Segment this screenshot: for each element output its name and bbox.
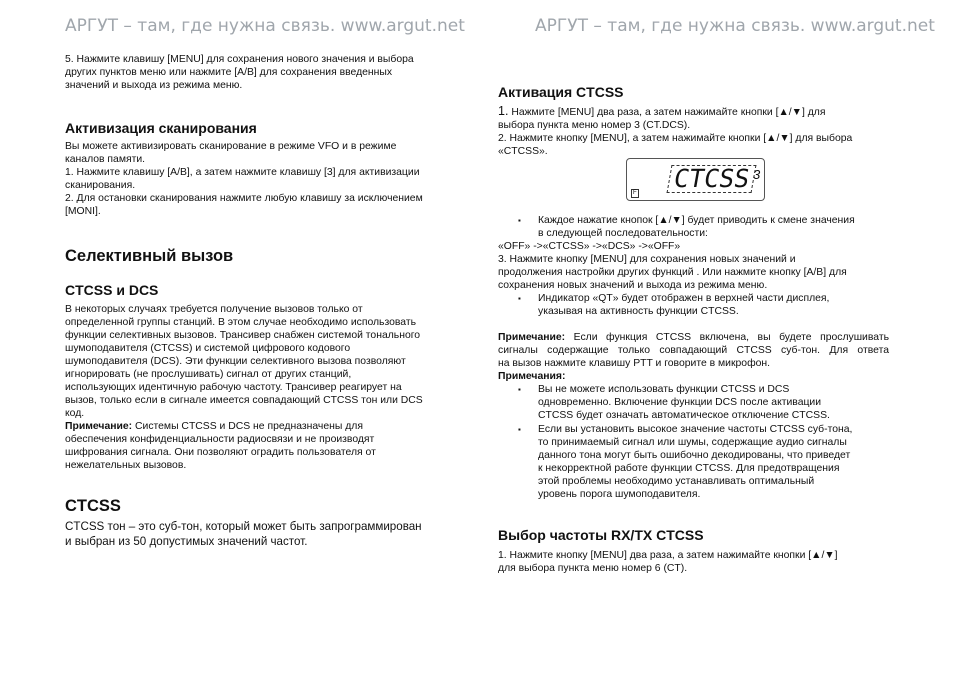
ctcss-paragraph: CTCSS тон – это суб-тон, который может быть запрограммирован и выбран из 50 допустимых значений частот. [65,520,422,548]
rxtx-paragraph: 1. Нажмите кнопку [MENU] два раза, а затем нажимайте кнопки [▲/▼] для выбора пункта меню номер 6 (CT). [498,550,838,574]
lcd-f-indicator: F [633,190,637,196]
ctcss-activation-steps: 1. Нажмите [MENU] два раза, а затем нажимайте кнопки [▲/▼] для выбора пункта меню номер 3 (CT.DCS). 2. Нажмите кнопку [MENU], а затем нажимайте кнопки [▲/▼] для выбора «CTCSS». [498,104,853,157]
lcd-ctcss-text: CTCSS [667,165,757,193]
right-note-paragraph: Примечание: Если функция CTCSS включена, вы будете прослушивать сигналы содержащие только совпадающий CTCSS суб-тон. Для ответа на вызов нажмите клавишу PTT и говорите в микрофон. Примечания: [498,332,889,382]
bullet-item: ▪ Каждое нажатие кнопок [▲/▼] будет приводить к смене значения в следующей последовательности: [518,215,855,239]
header-left: АРГУТ – там, где нужна связь. www.argut.net [65,16,465,36]
scan-paragraph: Вы можете активизировать сканирование в режиме VFO и в режиме каналов памяти. 1. Нажмите клавишу [A/B], а затем нажмите клавишу [3] для активизации сканирования. 2. Для остановки сканирования нажмите любую клавишу за исключением [MONI]. [65,141,423,217]
rxtx-title: Выбор частоты RX/TX CTCSS [498,527,704,543]
sequence-paragraph: «OFF» ->«CTCSS» ->«DCS» ->«OFF» 3. Нажмите кнопку [MENU] для сохранения новых значений и продолжения настройки других функций . Или нажмите кнопку [A/B] для сохранения новых значений и выхода из режима меню. [498,241,847,291]
bullet-icon: ▪ [518,216,521,225]
scan-title: Активизация сканирования [65,120,257,136]
ctcss-dcs-paragraph: В некоторых случаях требуется получение вызовов только от определенной группы станций. В этом случае необходимо использовать функции селективных вызовов. Трансивер снабжен системой тонального шумоподавителя (CTCSS) и системой цифрового кодового шумоподавителя (DCS). Эти функции селективного вызова позволяют игнорировать (не прослушивать) сигнал от других станций, использующих идентичную рабочую частоту. Трансивер реагирует на вызов, только если в сигнале имеется совпадающий CTCSS тон или DCS код. Примечание: Системы CTCSS и DCS не предназначены для обеспечения конфиденциальности радиосвязи и не производят шифрования сигнала. Они позволяют оградить пользователя от нежелательных вызовов. [65,304,423,471]
notes-label: Примечания: [498,371,566,382]
left-menu-paragraph: 5. Нажмите клавишу [MENU] для сохранения нового значения и выбора других пунктов меню или нажмите [A/B] для сохранения введенных значений и выхода из режима меню. [65,54,414,91]
left-note-first-line: Примечание: Системы CTCSS и DCS не предназначены для [65,421,363,432]
lcd-menu-number: 3 [753,167,761,182]
ctcss-activation-title: Активация CTCSS [498,84,624,100]
bullet-item: ▪ Вы не можете использовать функции CTCSS и DCS одновременно. Включение функции DCS после активации CTCSS будет означать автоматическое отключение CTCSS. [518,384,830,421]
selective-call-title: Селективный вызов [65,247,234,265]
header-right: АРГУТ – там, где нужна связь. www.argut.net [535,16,935,36]
bullet-icon: ▪ [518,425,521,434]
bullet-icon: ▪ [518,385,521,394]
ctcss-dcs-title: CTCSS и DCS [65,282,159,298]
lcd-display [626,158,765,201]
bullet-item: ▪ Если вы установить высокое значение частоты CTCSS суб-тона, то принимаемый сигнал или шумы, содержащие аудио сигналы данного тона могут быть ошибочно декодированы, что приведет к некорректной работе функции CTCSS. Для предотвращения этой проблемы необходимо устанавливать оптимальный уровень порога шумоподавителя. [518,424,853,500]
bullet-icon: ▪ [518,294,521,303]
ctcss-title: CTCSS [65,497,121,515]
bullet-item: ▪ Индикатор «QT» будет отображен в верхней части дисплея, указывая на активность функции CTCSS. [518,293,830,317]
